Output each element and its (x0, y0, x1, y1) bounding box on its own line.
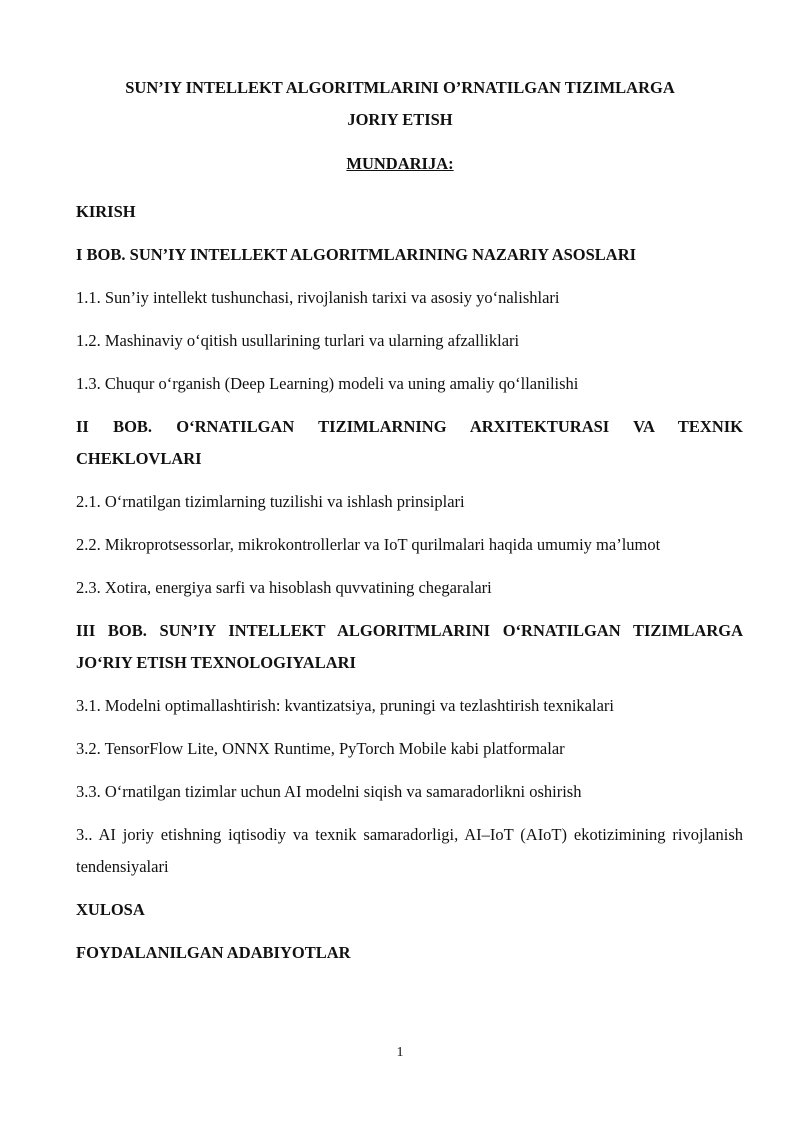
toc-entry-3-4: 3.. AI joriy etishning iqtisodiy va texnik samaradorligi, AI–IoT (AIoT) ekotizimining rivojlanish tendensiyalari (76, 825, 743, 876)
table-of-contents (76, 196, 743, 969)
page-number: 1 (396, 1045, 404, 1060)
toc-entry-chapter-1: I BOB. SUN’IY INTELLEKT ALGORITMLARINING NAZARIY ASOSLARI (76, 245, 637, 264)
toc-entry-references: FOYDALANILGAN ADABIYOTLAR (76, 943, 351, 962)
toc-entry-3-1: 3.1. Modelni optimallashtirish: kvantizatsiya, pruningi va tezlashtirish texnikalari (76, 696, 614, 715)
toc-entry-2-3: 2.3. Xotira, energiya sarfi va hisoblash quvvatining chegaralari (76, 578, 492, 597)
toc-heading: MUNDARIJA: (346, 154, 454, 173)
toc-entry-2-2: 2.2. Mikroprotsessorlar, mikrokontrollerlar va IoT qurilmalari haqida umumiy ma’lumot (76, 535, 661, 554)
toc-entry-xulosa: XULOSA (76, 900, 145, 919)
toc-entry-3-2: 3.2. TensorFlow Lite, ONNX Runtime, PyTorch Mobile kabi platformalar (76, 739, 565, 758)
toc-entry-3-3: 3.3. O‘rnatilgan tizimlar uchun AI modelni siqish va samaradorlikni oshirish (76, 782, 582, 801)
document-title-line-1: SUN’IY INTELLEKT ALGORITMLARINI O’RNATILGAN TIZIMLARGA (125, 78, 675, 97)
toc-entry-1-3: 1.3. Chuqur o‘rganish (Deep Learning) modeli va uning amaliy qo‘llanilishi (76, 374, 579, 393)
toc-entry-1-1: 1.1. Sun’iy intellekt tushunchasi, rivojlanish tarixi va asosiy yo‘nalishlari (76, 288, 560, 307)
toc-entry-1-2: 1.2. Mashinaviy o‘qitish usullarining turlari va ularning afzalliklari (76, 331, 520, 350)
toc-entry-chapter-3: III BOB. SUN’IY INTELLEKT ALGORITMLARINI O‘RNATILGAN TIZIMLARGA JO‘RIY ETISH TEXNOLOGIYALARI (76, 621, 743, 672)
toc-entry-2-1: 2.1. O‘rnatilgan tizimlarning tuzilishi va ishlash prinsiplari (76, 492, 465, 511)
document-title-line-2: JORIY ETISH (347, 110, 453, 129)
toc-entry-chapter-2: II BOB. O‘RNATILGAN TIZIMLARNING ARXITEKTURASI VA TEXNIK CHEKLOVLARI (76, 417, 743, 468)
toc-entry-kirish: KIRISH (76, 202, 136, 221)
